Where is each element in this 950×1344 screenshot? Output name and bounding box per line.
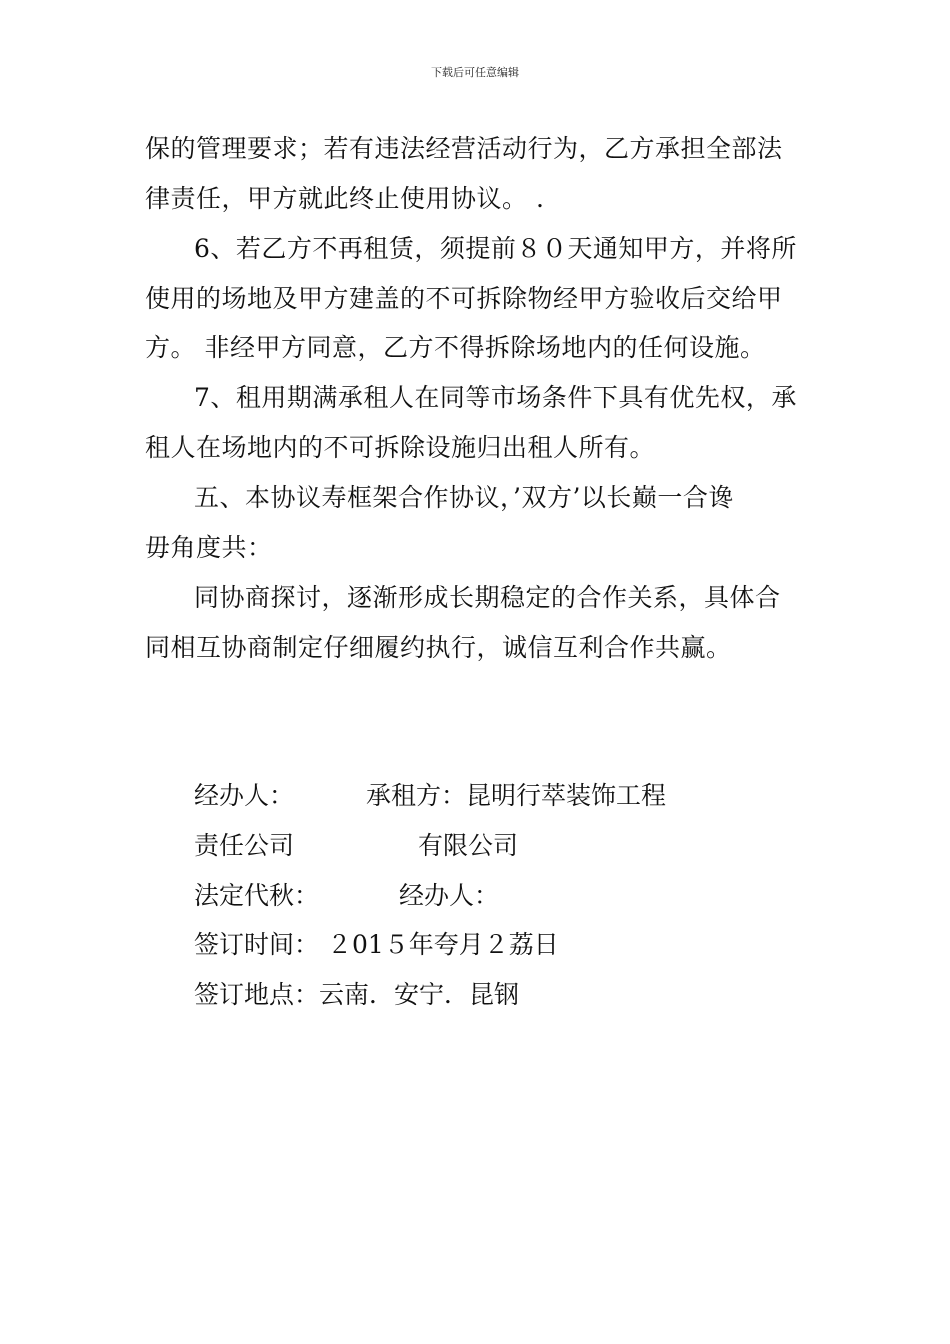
lessee-name: 承租方：昆明行萃装饰工程 bbox=[366, 781, 667, 810]
paragraph-line: 毋角度共： bbox=[145, 533, 273, 562]
legal-representative-label: 法定代秋： bbox=[194, 881, 320, 910]
paragraph-line: 同协商探讨，逐渐形成长期稳定的合作关系，具体合 bbox=[194, 583, 781, 612]
company-right: 有限公司 bbox=[418, 831, 519, 860]
paragraph-line: 律责任，甲方就此终止使用协议。 . bbox=[145, 184, 545, 213]
agent-label: 经办人： bbox=[194, 781, 295, 810]
signing-place: 签订地点：云南．安宁．昆钢 bbox=[194, 980, 520, 1009]
signing-time: 签订时间： ２01５年夸月２荔日 bbox=[194, 930, 559, 959]
agent-label-second: 经办人： bbox=[399, 881, 500, 910]
paragraph-line: 使用的场地及甲方建盖的不可拆除物经甲方验收后交给甲 bbox=[145, 284, 783, 313]
paragraph-line: 保的管理要求；若有违法经营活动行为，乙方承担全部法 bbox=[145, 134, 783, 163]
paragraph-line: 方。 非经甲方同意，乙方不得拆除场地内的任何设施。 bbox=[145, 333, 766, 362]
company-left: 责任公司 bbox=[194, 831, 295, 860]
paragraph-line: 租人在场地内的不可拆除设施归出租人所有。 bbox=[145, 433, 656, 462]
paragraph-line: 五、本协议寿框架合作协议，’双方’以长巅一合谗 bbox=[194, 483, 734, 512]
paragraph-line: 同相互协商制定仔细履约执行，诚信互利合作共赢。 bbox=[145, 633, 732, 662]
page-header: 下载后可任意编辑 bbox=[431, 66, 519, 79]
paragraph-line: 7、租用期满承租人在同等市场条件下具有优先权，承 bbox=[194, 383, 797, 412]
paragraph-line: 6、若乙方不再租赁，须提前８０天通知甲方，并将所 bbox=[194, 234, 797, 263]
